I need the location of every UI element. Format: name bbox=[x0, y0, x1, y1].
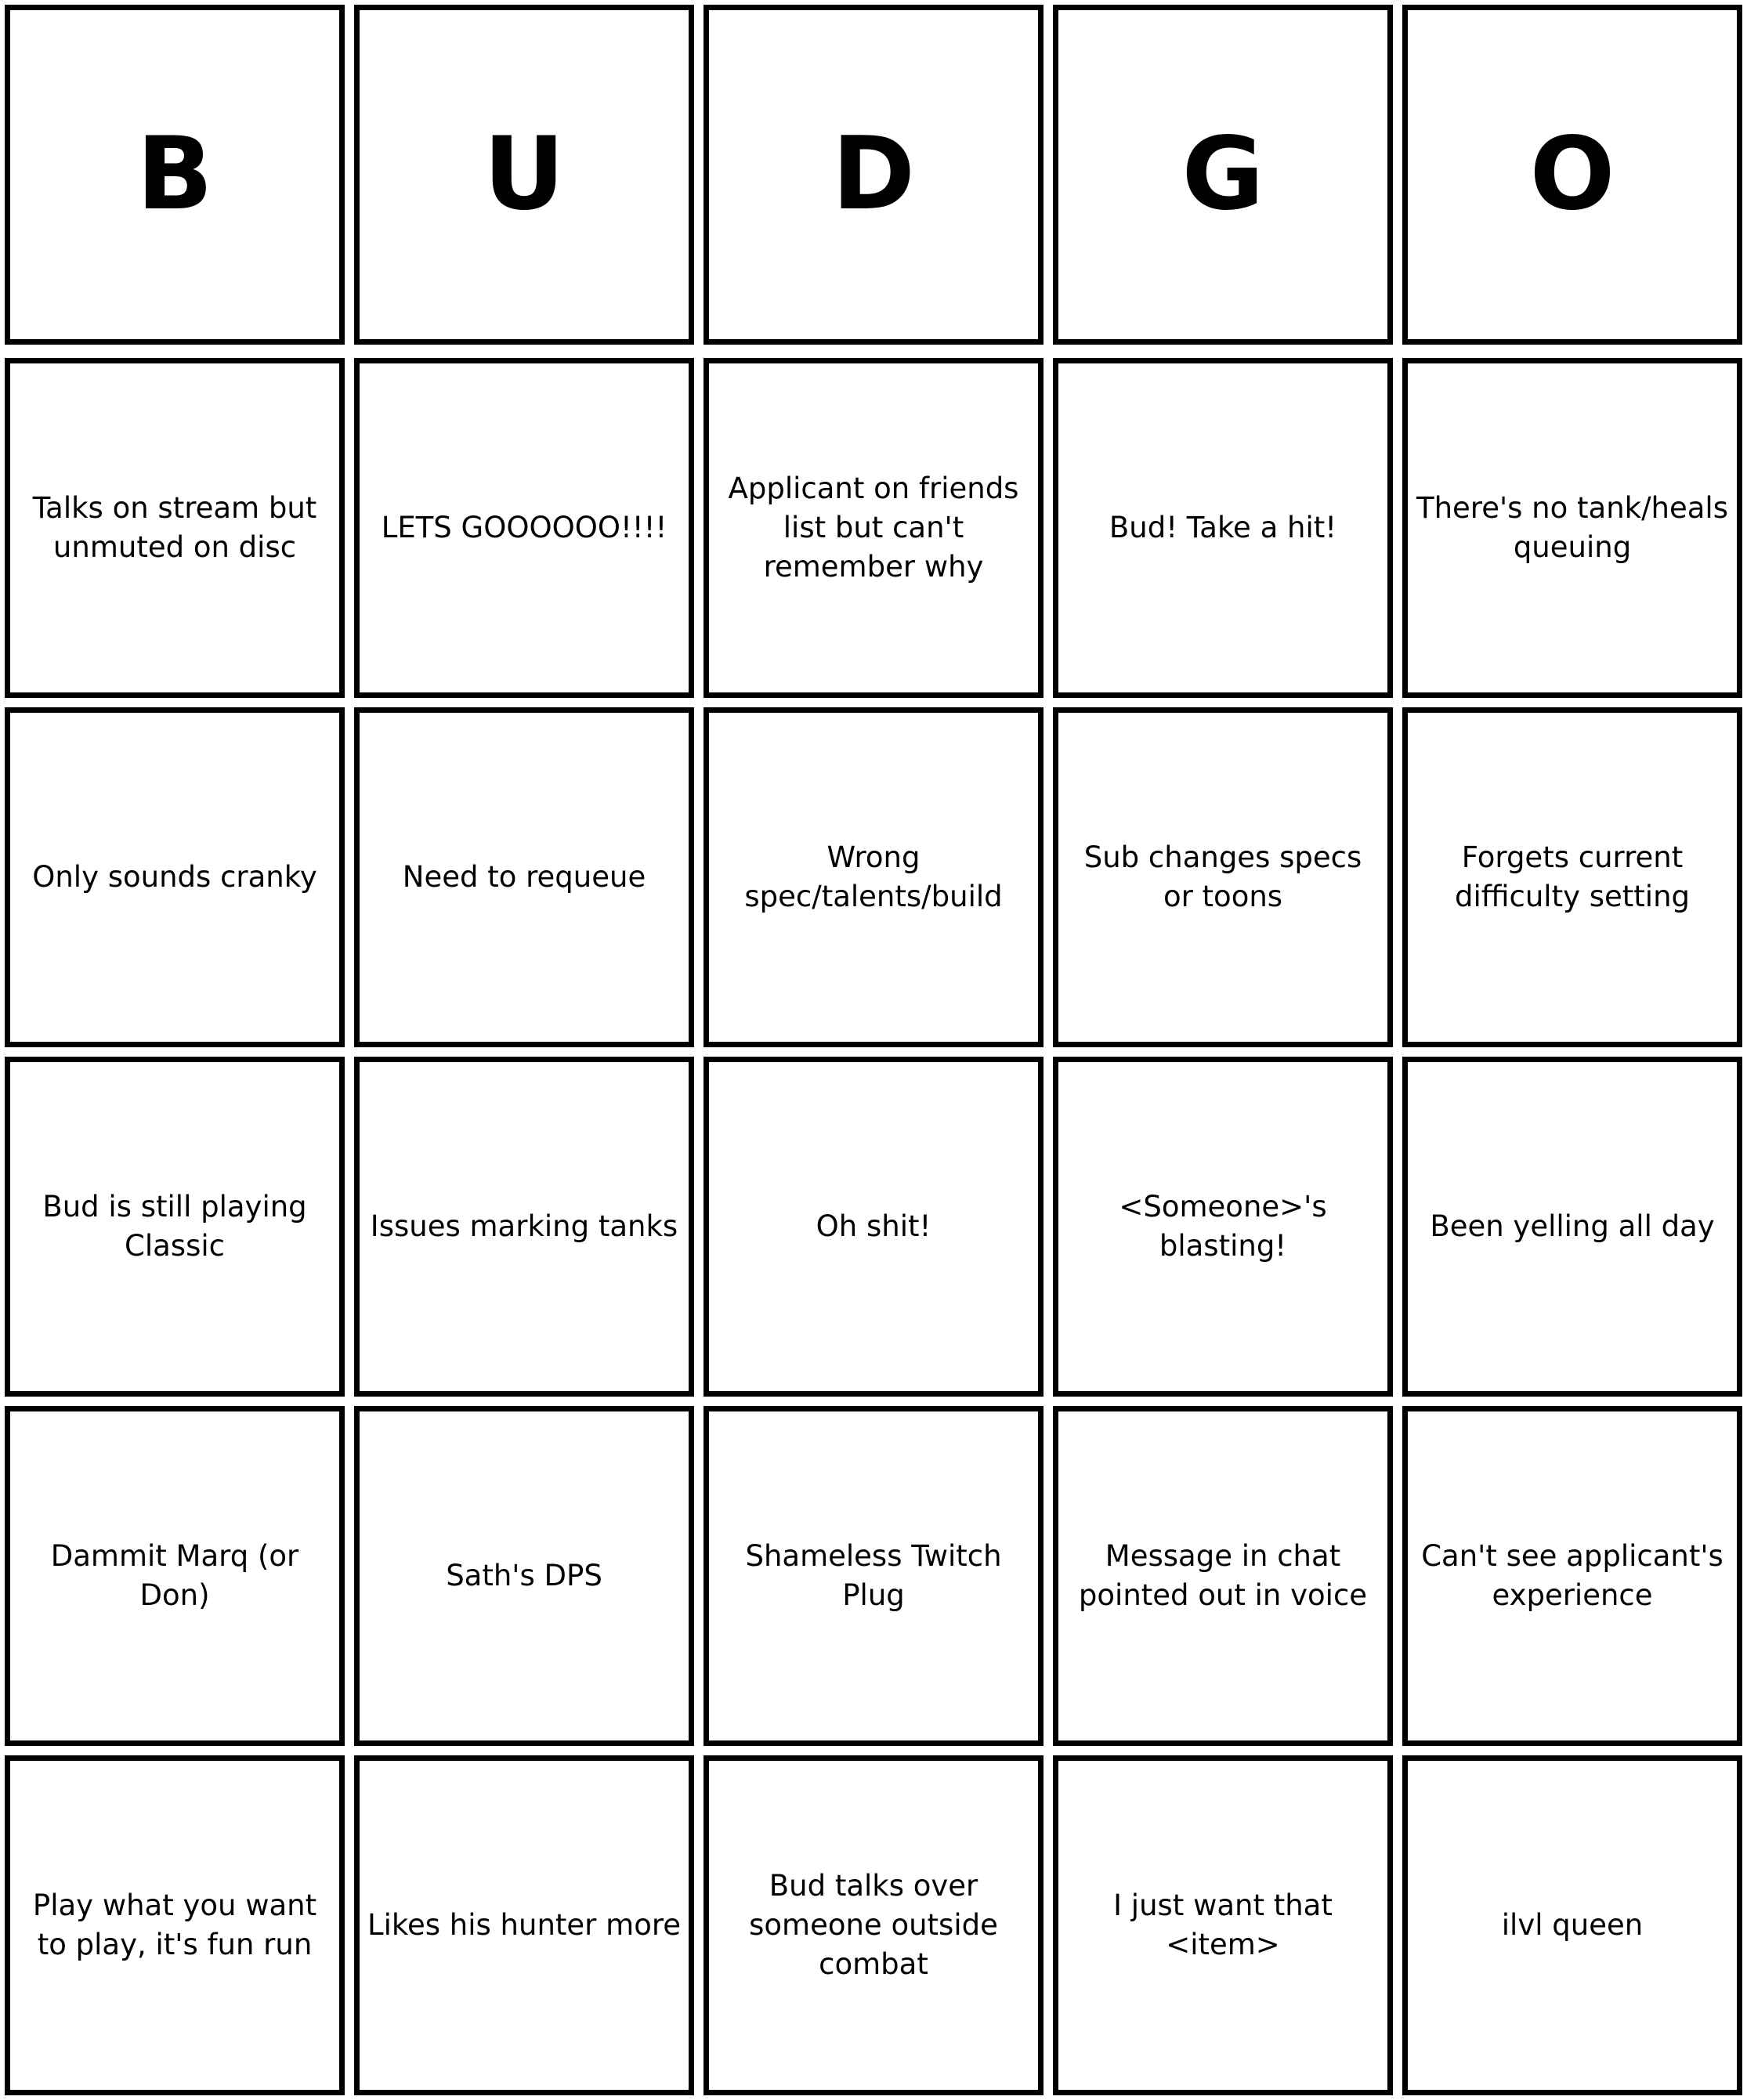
header-cell-b bbox=[5, 5, 345, 345]
bingo-square[interactable] bbox=[704, 358, 1043, 698]
header-letter: U bbox=[483, 116, 565, 233]
square-label: Forgets current difficulty setting bbox=[1454, 840, 1691, 913]
square-label: Bud talks over someone outside combat bbox=[749, 1869, 998, 1981]
square-label: There's no tank/heals queuing bbox=[1416, 491, 1728, 564]
bingo-square[interactable] bbox=[5, 1406, 345, 1746]
bingo-square[interactable] bbox=[354, 1057, 694, 1397]
square-label: Bud is still playing Classic bbox=[42, 1190, 307, 1263]
bingo-square[interactable] bbox=[5, 1755, 345, 2095]
bingo-square[interactable] bbox=[704, 1057, 1043, 1397]
bingo-square[interactable] bbox=[704, 1755, 1043, 2095]
square-label: Sath's DPS bbox=[446, 1559, 602, 1592]
bingo-square[interactable] bbox=[1402, 1755, 1742, 2095]
bingo-square[interactable] bbox=[704, 707, 1043, 1047]
bingo-square[interactable] bbox=[704, 1406, 1043, 1746]
square-label: Applicant on friends list but can't remember why bbox=[728, 472, 1019, 584]
bingo-square[interactable] bbox=[354, 1755, 694, 2095]
square-label: Likes his hunter more bbox=[367, 1908, 681, 1942]
bingo-square[interactable] bbox=[354, 358, 694, 698]
bingo-square[interactable] bbox=[1402, 358, 1742, 698]
square-label: Oh shit! bbox=[816, 1209, 931, 1243]
bingo-square[interactable] bbox=[5, 707, 345, 1047]
bingo-square[interactable] bbox=[354, 707, 694, 1047]
square-label: Bud! Take a hit! bbox=[1109, 511, 1337, 544]
header-letter: O bbox=[1529, 116, 1615, 233]
bingo-square[interactable] bbox=[1402, 1406, 1742, 1746]
bingo-square[interactable] bbox=[1053, 358, 1393, 698]
bingo-square[interactable] bbox=[5, 1057, 345, 1397]
square-label: Sub changes specs or toons bbox=[1083, 840, 1362, 913]
square-label: Need to requeue bbox=[402, 860, 646, 894]
square-label: Dammit Marq (or Don) bbox=[50, 1539, 299, 1612]
header-cell-g bbox=[1053, 5, 1393, 345]
bingo-square[interactable] bbox=[5, 358, 345, 698]
square-label: <Someone>'s blasting! bbox=[1119, 1190, 1327, 1263]
square-label: Message in chat pointed out in voice bbox=[1078, 1539, 1368, 1612]
header-cell-o bbox=[1402, 5, 1742, 345]
bingo-square[interactable] bbox=[1053, 1406, 1393, 1746]
header-letter: B bbox=[136, 116, 213, 233]
header-cell-u bbox=[354, 5, 694, 345]
square-label: Only sounds cranky bbox=[32, 860, 317, 894]
header-letter: G bbox=[1181, 116, 1264, 233]
bingo-square[interactable] bbox=[1053, 707, 1393, 1047]
bingo-square[interactable] bbox=[1053, 1755, 1393, 2095]
square-label: LETS GOOOOOO!!!! bbox=[381, 511, 667, 544]
square-label: I just want that <item> bbox=[1113, 1889, 1333, 1961]
square-label: Wrong spec/talents/build bbox=[744, 840, 1003, 913]
square-label: Issues marking tanks bbox=[370, 1209, 678, 1243]
bingo-square[interactable] bbox=[354, 1406, 694, 1746]
square-label: Can't see applicant's experience bbox=[1421, 1539, 1723, 1612]
bingo-square[interactable] bbox=[1053, 1057, 1393, 1397]
square-label: Talks on stream but unmuted on disc bbox=[32, 491, 317, 564]
square-label: ilvl queen bbox=[1501, 1908, 1644, 1942]
bingo-square[interactable] bbox=[1402, 707, 1742, 1047]
header-cell-d bbox=[704, 5, 1043, 345]
square-label: Been yelling all day bbox=[1430, 1209, 1715, 1243]
square-label: Play what you want to play, it's fun run bbox=[32, 1889, 317, 1961]
header-letter: D bbox=[831, 116, 916, 233]
square-label: Shameless Twitch Plug bbox=[745, 1539, 1002, 1612]
bingo-square[interactable] bbox=[1402, 1057, 1742, 1397]
